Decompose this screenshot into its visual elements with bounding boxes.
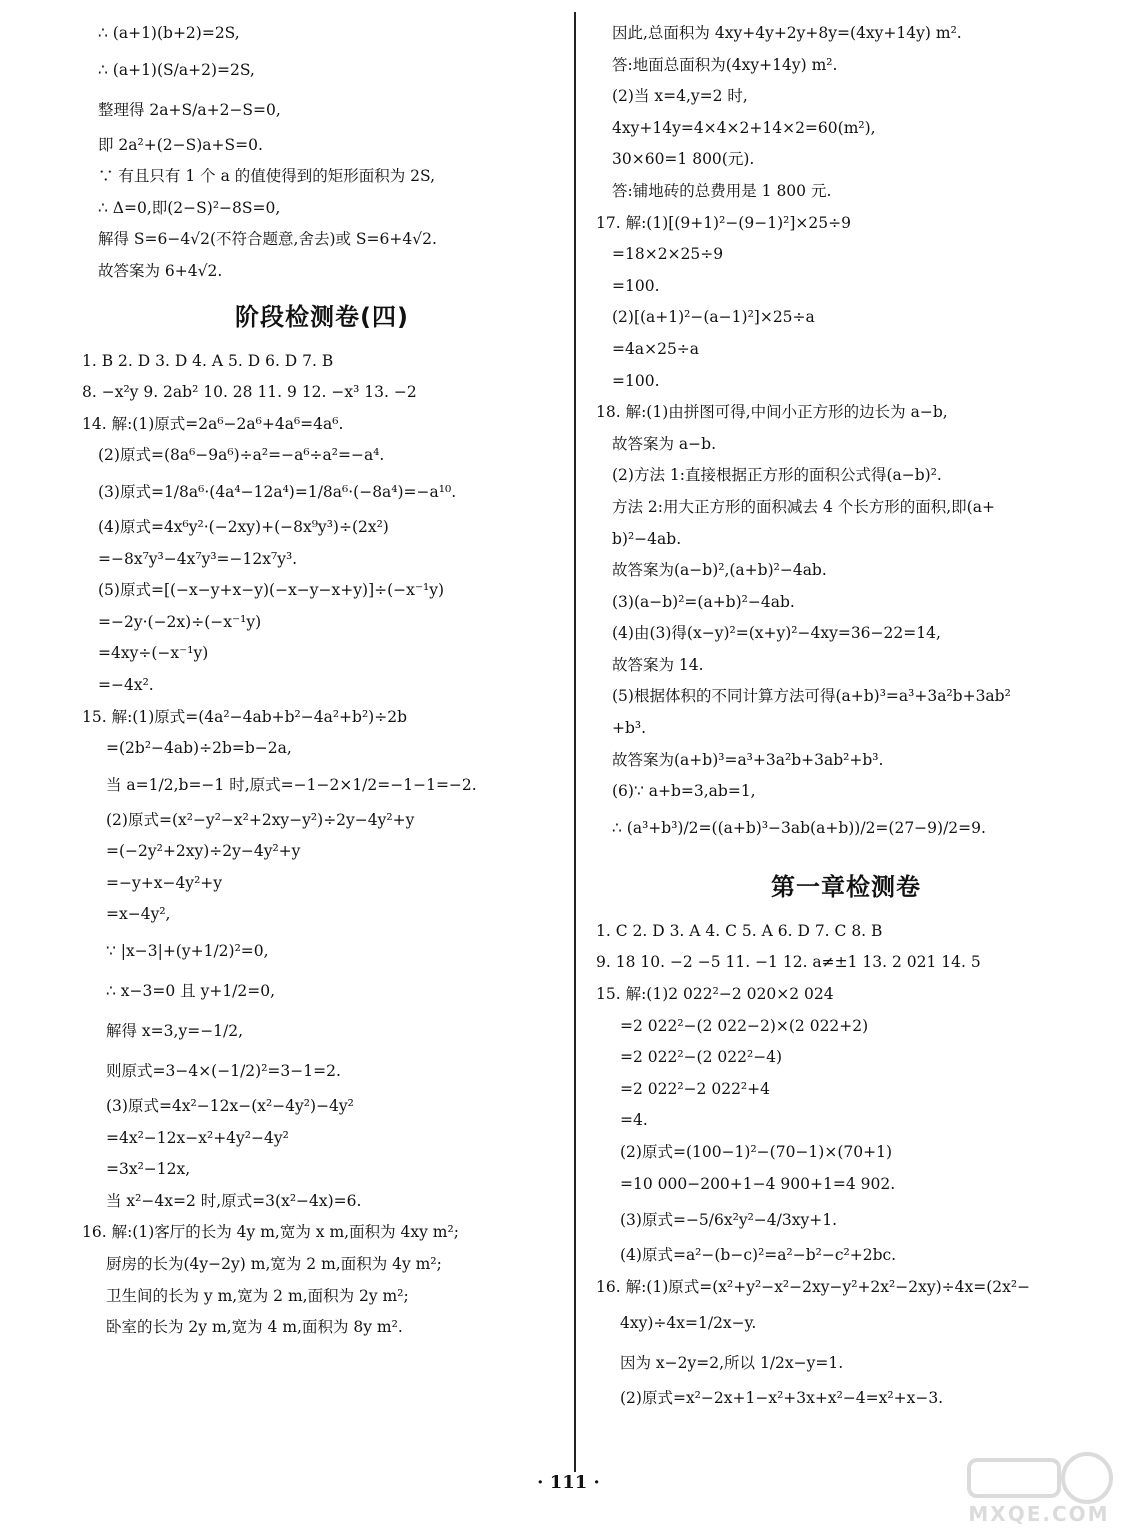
text-line: (4)由(3)得(x−y)²=(x+y)²−4xy=36−22=14, xyxy=(612,624,941,643)
text-line: =100. xyxy=(612,371,660,390)
text-line: 故答案为 a−b. xyxy=(612,434,717,453)
text-line: (4)原式=a²−(b−c)²=a²−b²−c²+2bc. xyxy=(620,1246,897,1265)
text-line: (2)原式=x²−2x+1−x²+3x+x²−4=x²+x−3. xyxy=(620,1389,944,1408)
text-line: (2)当 x=4,y=2 时, xyxy=(612,87,748,106)
text-line: =−8x⁷y³−4x⁷y³=−12x⁷y³. xyxy=(98,549,298,568)
text-line: =−2y·(−2x)÷(−x⁻¹y) xyxy=(98,612,262,631)
text-line: 因为 x−2y=2,所以 1/2x−y=1. xyxy=(620,1354,844,1373)
text-line: 4xy+14y=4×4×2+14×2=60(m²), xyxy=(612,118,876,137)
answer-line: 9. 18 10. −2 −5 11. −1 12. a≠±1 13. 2 021 14. 5 xyxy=(596,953,981,972)
text-line: 答:地面总面积为(4xy+14y) m². xyxy=(612,55,838,74)
text-line: ∵ 有且只有 1 个 a 的值使得到的矩形面积为 2S, xyxy=(98,167,436,186)
answer-line: 8. −x²y 9. 2ab² 10. 28 11. 9 12. −x³ 13. −2 xyxy=(82,383,417,402)
watermark-logo-icon xyxy=(959,1450,1119,1506)
text-line: =4x²−12x−x²+4y²−4y² xyxy=(106,1128,289,1147)
text-line: ∴ (a+1)(b+2)=2S, xyxy=(98,24,240,42)
right-column xyxy=(596,18,1096,1415)
column-divider xyxy=(574,12,576,1472)
text-line: =(−2y²+2xy)÷2y−4y²+y xyxy=(106,842,301,861)
text-line: (3)原式=1/8a⁶·(4a⁴−12a⁴)=1/8a⁶·(−8a⁴)=−a¹⁰. xyxy=(98,482,457,501)
text-line: b)²−4ab. xyxy=(612,529,682,548)
text-line: ∴ (a+1)(S/a+2)=2S, xyxy=(98,60,255,79)
text-line: 方法 2:用大正方形的面积减去 4 个长方形的面积,即(a+ xyxy=(612,497,995,516)
text-line: 解得 x=3,y=−1/2, xyxy=(106,1022,244,1041)
text-line: (6)∵ a+b=3,ab=1, xyxy=(612,782,756,801)
text-line: 厨房的长为(4y−2y) m,宽为 2 m,面积为 4y m²; xyxy=(106,1255,442,1274)
text-line: =4a×25÷a xyxy=(612,339,700,358)
chapter-heading: 第一章检测卷 xyxy=(771,872,921,901)
text-line: (5)原式=[(−x−y+x−y)(−x−y−x+y)]÷(−x⁻¹y) xyxy=(98,581,445,600)
text-line: 则原式=3−4×(−1/2)²=3−1=2. xyxy=(106,1062,341,1081)
text-line: 因此,总面积为 4xy+4y+2y+8y=(4xy+14y) m². xyxy=(612,24,962,42)
text-line: 15. 解:(1)2 022²−2 020×2 024 xyxy=(596,985,834,1004)
text-line: =18×2×25÷9 xyxy=(612,245,724,264)
text-line: 答:铺地砖的总费用是 1 800 元. xyxy=(612,181,832,200)
text-line: 解得 S=6−4√2(不符合题意,舍去)或 S=6+4√2. xyxy=(98,230,437,249)
answer-line: 1. C 2. D 3. A 4. C 5. A 6. D 7. C 8. B xyxy=(596,921,883,940)
text-line: ∵ |x−3|+(y+1/2)²=0, xyxy=(106,942,269,961)
text-line: 17. 解:(1)[(9+1)²−(9−1)²]×25÷9 xyxy=(596,213,851,232)
text-line: ∴ x−3=0 且 y+1/2=0, xyxy=(106,982,276,1001)
text-line: ∴ (a³+b³)/2=((a+b)³−3ab(a+b))/2=(27−9)/2=9. xyxy=(612,818,986,837)
text-line: (4)原式=4x⁶y²·(−2xy)+(−8x⁹y³)÷(2x²) xyxy=(98,517,389,536)
section-heading: 阶段检测卷(四) xyxy=(235,302,409,331)
text-line: 4xy)÷4x=1/2x−y. xyxy=(620,1314,757,1333)
text-line: 卧室的长为 2y m,宽为 4 m,面积为 8y m². xyxy=(106,1318,403,1337)
text-line: =4. xyxy=(620,1111,648,1130)
text-line: 14. 解:(1)原式=2a⁶−2a⁶+4a⁶=4a⁶. xyxy=(82,414,344,433)
text-line: +b³. xyxy=(612,719,647,738)
text-line: =3x²−12x, xyxy=(106,1160,191,1179)
text-line: =2 022²−(2 022²−4) xyxy=(620,1048,783,1067)
text-line: =x−4y², xyxy=(106,905,171,924)
text-line: =4xy÷(−x⁻¹y) xyxy=(98,644,209,663)
watermark xyxy=(959,1450,1119,1530)
text-line: =2 022²−2 022²+4 xyxy=(620,1079,770,1098)
text-line: 整理得 2a+S/a+2−S=0, xyxy=(98,100,281,119)
text-line: 16. 解:(1)原式=(x²+y²−x²−2xy−y²+2x²−2xy)÷4x=(2x²− xyxy=(596,1277,1031,1296)
text-line: 即 2a²+(2−S)a+S=0. xyxy=(98,135,263,154)
text-line: =10 000−200+1−4 900+1=4 902. xyxy=(620,1174,896,1193)
text-line: 故答案为(a+b)³=a³+3a²b+3ab²+b³. xyxy=(612,750,884,769)
answer-line: 1. B 2. D 3. D 4. A 5. D 6. D 7. B xyxy=(82,351,334,370)
text-line: =100. xyxy=(612,276,660,295)
text-line: (2)原式=(100−1)²−(70−1)×(70+1) xyxy=(620,1143,892,1161)
left-column xyxy=(82,18,562,1344)
text-line: 故答案为 14. xyxy=(612,655,704,674)
text-line: (2)方法 1:直接根据正方形的面积公式得(a−b)². xyxy=(612,466,942,485)
text-line: =−y+x−4y²+y xyxy=(106,873,223,892)
text-line: (2)原式=(x²−y²−x²+2xy−y²)÷2y−4y²+y xyxy=(106,810,415,829)
text-line: 当 a=1/2,b=−1 时,原式=−1−2×1/2=−1−1=−2. xyxy=(106,775,477,794)
text-line: (2)原式=(8a⁶−9a⁶)÷a²=−a⁶÷a²=−a⁴. xyxy=(98,446,385,465)
watermark-text: MXQE.COM xyxy=(968,1502,1110,1526)
text-line: =(2b²−4ab)÷2b=b−2a, xyxy=(106,739,292,758)
text-line: 故答案为(a−b)²,(a+b)²−4ab. xyxy=(612,561,827,580)
text-line: 卫生间的长为 y m,宽为 2 m,面积为 2y m²; xyxy=(106,1286,409,1305)
text-line: 当 x²−4x=2 时,原式=3(x²−4x)=6. xyxy=(106,1191,362,1210)
text-line: (5)根据体积的不同计算方法可得(a+b)³=a³+3a²b+3ab² xyxy=(612,687,1011,706)
text-line: (3)原式=4x²−12x−(x²−4y²)−4y² xyxy=(106,1097,354,1116)
page-number: · 111 · xyxy=(537,1472,600,1493)
text-line: (3)(a−b)²=(a+b)²−4ab. xyxy=(612,592,795,611)
text-line: 30×60=1 800(元). xyxy=(612,150,755,169)
text-line: 16. 解:(1)客厅的长为 4y m,宽为 x m,面积为 4xy m²; xyxy=(82,1223,459,1242)
text-line: ∴ Δ=0,即(2−S)²−8S=0, xyxy=(98,198,281,217)
text-line: 18. 解:(1)由拼图可得,中间小正方形的边长为 a−b, xyxy=(596,403,948,422)
text-line: 15. 解:(1)原式=(4a²−4ab+b²−4a²+b²)÷2b xyxy=(82,707,407,726)
text-line: =2 022²−(2 022−2)×(2 022+2) xyxy=(620,1016,869,1035)
text-line: (2)[(a+1)²−(a−1)²]×25÷a xyxy=(612,308,815,327)
text-line: (3)原式=−5/6x²y²−4/3xy+1. xyxy=(620,1211,838,1230)
text-line: 故答案为 6+4√2. xyxy=(98,261,223,280)
text-line: =−4x². xyxy=(98,675,154,694)
